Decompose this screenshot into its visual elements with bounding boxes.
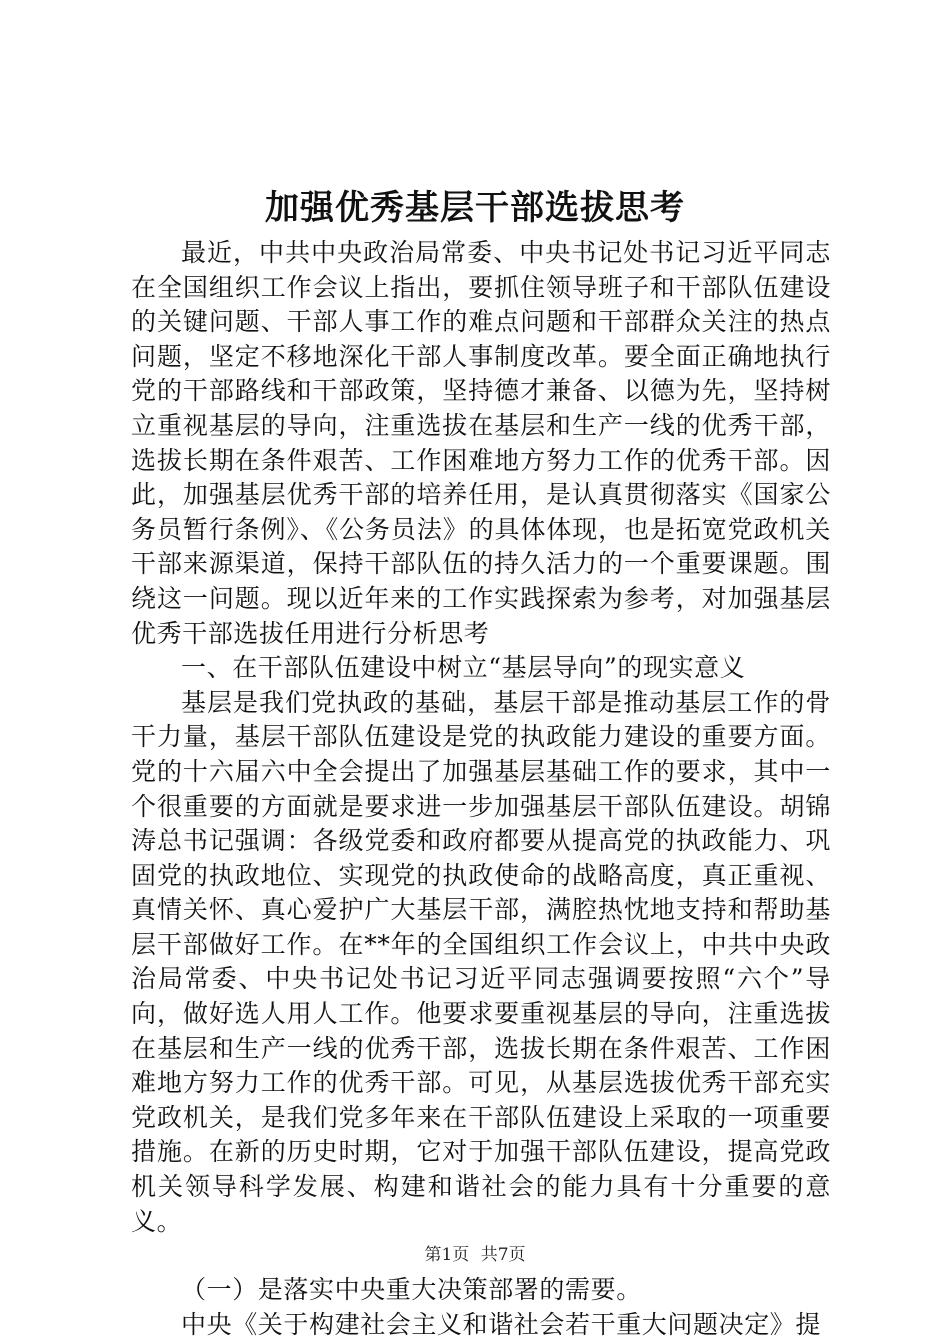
document-title: 加强优秀基层干部选拔思考: [265, 188, 685, 228]
page-footer: [0, 1244, 950, 1266]
document-body: [131, 236, 831, 1342]
section-heading-1: 一、在干部队伍建设中树立“基层导向”的现实意义: [181, 653, 746, 683]
paragraph-subsection-1: 中央《关于构建社会主义和谐社会若干重大问题决定》提: [181, 1309, 822, 1339]
paragraph-intro: 最近，中共中央政治局常委、中央书记处书记习近平同志在全国组织工作会议上指出，要抓住领导班子和干部队伍建设的关键问题、干部人事工作的难点问题和干部群众关注的热点问题，坚定不移地深化干部人事制度改革。要全面正确地执行党的干部路线和干部政策，坚持德才兼备、以德为先，坚持树立重视基层的导向，注重选拔在基层和生产一线的优秀干部，选拔长期在条件艰苦、工作困难地方努力工作的优秀干部。因此，加强基层优秀干部的培养任用，是认真贯彻落实《国家公务员暂行条例》、《公务员法》的具体体现，也是拓宽党政机关干部来源渠道，保持干部队伍的持久活力的一个重要课题。围绕这一问题。现以近年来的工作实践探索为参考，对加强基层优秀干部选拔任用进行分析思考: [131, 238, 831, 648]
paragraph-section-1: 基层是我们党执政的基础，基层干部是推动基层工作的骨干力量，基层干部队伍建设是党的执政能力建设的重要方面。党的十六届六中全会提出了加强基层基础工作的要求，其中一个很重要的方面就是要求进一步加强基层干部队伍建设。胡锦涛总书记强调：各级党委和政府都要从提高党的执政能力、巩固党的执政地位、实现党的执政使命的战略高度，真正重视、真情关怀、真心爱护广大基层干部，满腔热忱地支持和帮助基层干部做好工作。在**年的全国组织工作会议上，中共中央政治局常委、中央书记处书记习近平同志强调要按照“六个”导向，做好选人用人工作。他要求要重视基层的导向，注重选拔在基层和生产一线的优秀干部，选拔长期在条件艰苦、工作困难地方努力工作的优秀干部。可见，从基层选拔优秀干部充实党政机关，是我们党多年来在干部队伍建设上采取的一项重要措施。在新的历史时期，它对于加强干部队伍建设，提高党政机关领导科学发展、构建和谐社会的能力具有十分重要的意义。: [131, 687, 831, 1236]
page-total: 共7页: [480, 1245, 526, 1265]
page-number: 第1页: [424, 1245, 470, 1265]
subsection-heading-1: （一）是落实中央重大决策部署的需要。: [181, 1275, 642, 1305]
